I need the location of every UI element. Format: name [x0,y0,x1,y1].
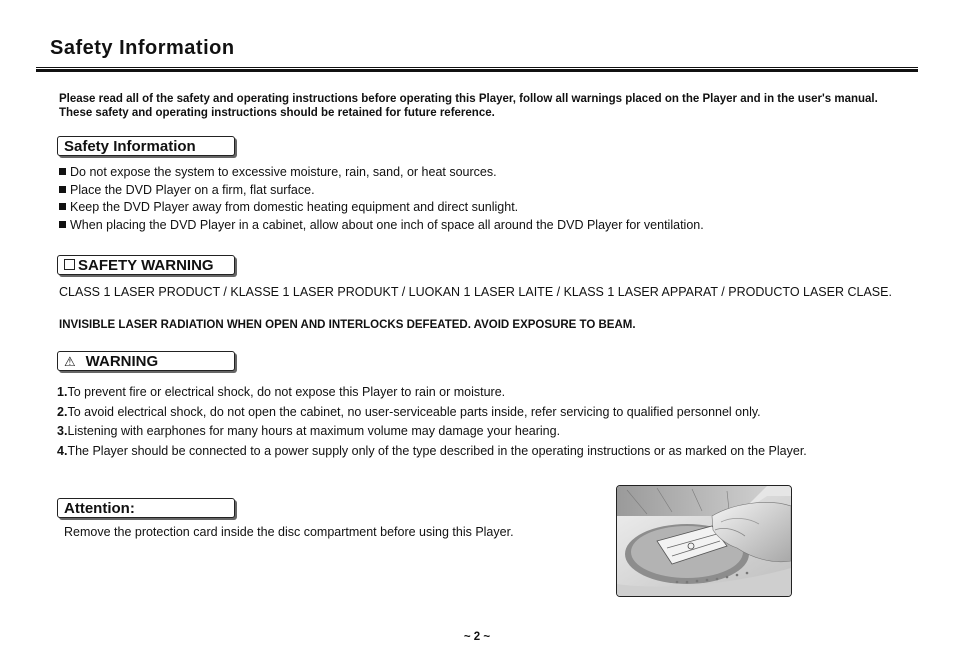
warning-label [57,351,235,371]
attention-text: Remove the protection card inside the disc compartment before using this Player. [64,525,514,539]
warning-label-text: WARNING [85,353,159,370]
protection-card-illustration [617,486,791,596]
safety-information-label-text: Safety Information [64,138,196,155]
page-title: Safety Information [50,37,235,59]
header-rule-thin [36,67,918,68]
list-item-text: To avoid electrical shock, do not open the cabinet, no user-serviceable parts inside, refer servicing to qualified personnel only. [67,404,761,419]
attention-label-text: Attention: [64,500,135,517]
list-item [59,217,704,235]
list-item-text: Do not expose the system to excessive moisture, rain, sand, or heat sources. [70,165,497,179]
page-number: ~ 2 ~ [463,631,491,643]
protection-card-photo [616,485,792,597]
laser-radiation-warning: INVISIBLE LASER RADIATION WHEN OPEN AND INTERLOCKS DEFEATED. AVOID EXPOSURE TO BEAM. [59,319,636,331]
laser-class-text: CLASS 1 LASER PRODUCT / KLASSE 1 LASER PRODUKT / LUOKAN 1 LASER LAITE / KLASS 1 LASER APPARAT / PRODUCTO LASER CLASE. [59,285,892,299]
warning-list [57,383,807,462]
list-item-text: To prevent fire or electrical shock, do not expose this Player to rain or moisture. [67,385,506,399]
list-item-text: The Player should be connected to a power supply only of the type described in the operating instructions or as marked on the Player. [67,444,807,459]
safety-information-label [57,136,235,156]
item-number: 3. [57,424,68,439]
safety-information-list [59,164,704,234]
safety-warning-label-text: SAFETY WARNING [78,257,214,274]
square-bullet-icon [59,203,66,210]
safety-warning-label [57,255,235,275]
list-item [57,442,807,462]
item-number: 4. [57,444,68,459]
attention-label [57,498,235,518]
list-item-text: When placing the DVD Player in a cabinet, allow about one inch of space all around the DVD Player for ventilation. [70,217,704,232]
item-number: 2. [57,404,68,419]
list-item [59,164,704,182]
list-item-text: Keep the DVD Player away from domestic heating equipment and direct sunlight. [70,200,519,214]
square-bullet-icon [59,168,66,175]
list-item-text: Place the DVD Player on a firm, flat surface. [70,182,315,197]
item-number: 1. [57,385,68,399]
list-item [57,422,807,442]
intro-paragraph: Please read all of the safety and operating instructions before operating this Player, follow all warnings placed on the Player and in the user's manual. These safety and operating instructions should be retained for future reference. [59,93,878,119]
header-rule-thick [36,69,918,72]
square-bullet-icon [59,186,66,193]
list-item [57,403,807,423]
square-bullet-icon [59,221,66,228]
warning-triangle-icon: ⚠ [64,354,76,369]
checkbox-square-icon [64,259,75,270]
list-item [59,199,704,217]
list-item-text: Listening with earphones for many hours at maximum volume may damage your hearing. [67,424,561,439]
list-item [59,182,704,200]
list-item [57,383,807,403]
